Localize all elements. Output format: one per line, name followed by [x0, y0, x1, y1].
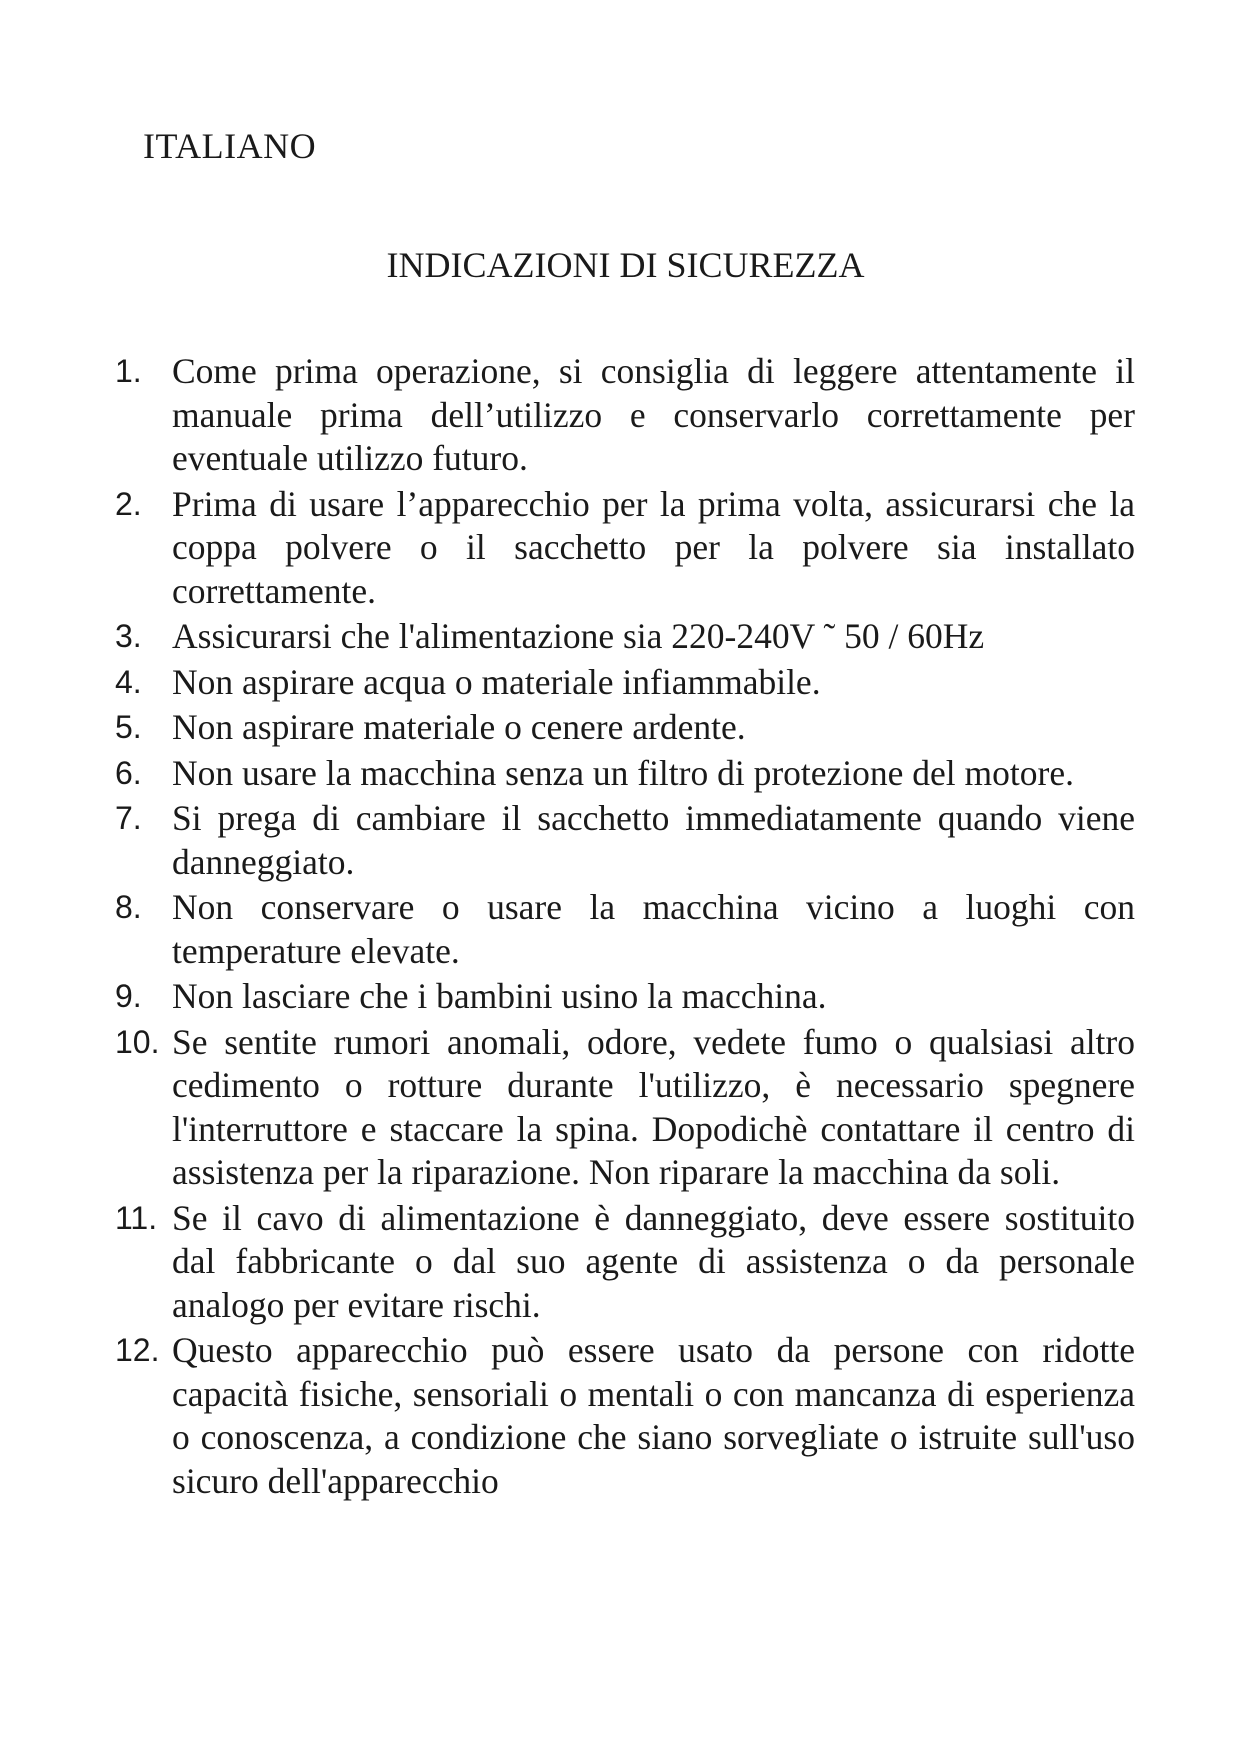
- item-text: Prima di usare l’apparecchio per la prima volta, assicurarsi che la coppa polvere o il sacchetto per la polvere sia installato correttamente.: [172, 483, 1135, 611]
- list-item: [115, 483, 1135, 614]
- item-text: Non aspirare acqua o materiale infiammabile.: [172, 661, 821, 702]
- list-item: [115, 797, 1135, 884]
- item-number: 7.: [115, 800, 142, 836]
- item-text: Se sentite rumori anomali, odore, vedete fumo o qualsiasi altro cedimento o rotture durante l'utilizzo, è necessario spegnere l'interruttore e staccare la spina. Dopodichè contattare il centro di assistenza per la riparazione. Non riparare la macchina da soli.: [172, 1021, 1135, 1192]
- item-number: 12.: [115, 1332, 160, 1368]
- item-text: Non usare la macchina senza un filtro di protezione del motore.: [172, 752, 1074, 793]
- list-item: [115, 615, 1135, 659]
- item-text: Come prima operazione, si consiglia di leggere attentamente il manuale prima dell’utilizzo e conservarlo correttamente per eventuale utilizzo futuro.: [172, 351, 1135, 478]
- item-text: Non lasciare che i bambini usino la macchina.: [172, 976, 827, 1016]
- item-number: 2.: [115, 485, 142, 522]
- item-number: 9.: [115, 978, 142, 1014]
- item-text: Questo apparecchio può essere usato da persone con ridotte capacità fisiche, sensoriali o mentali o con mancanza di esperienza o conoscenza, a condizione che siano sorvegliate o istruite sull'uso sicuro dell'apparecchio: [172, 1330, 1135, 1501]
- item-text: Non conservare o usare la macchina vicino a luoghi con temperature elevate.: [172, 887, 1135, 971]
- item-text: Si prega di cambiare il sacchetto immediatamente quando viene danneggiato.: [172, 798, 1135, 882]
- list-item: [115, 350, 1135, 481]
- item-number: 8.: [115, 889, 142, 925]
- list-item: [115, 752, 1135, 796]
- list-item: [115, 886, 1135, 973]
- item-text: Assicurarsi che l'alimentazione sia 220-240V ˜ 50 / 60Hz: [172, 616, 985, 656]
- item-number: 6.: [115, 754, 142, 791]
- item-text: Se il cavo di alimentazione è danneggiato, deve essere sostituito dal fabbricante o dal suo agente di assistenza o da personale analogo per evitare rischi.: [172, 1197, 1135, 1325]
- item-number: 4.: [115, 663, 142, 700]
- list-item: [115, 661, 1135, 705]
- item-number: 10.: [115, 1023, 160, 1060]
- safety-instructions-list: [115, 350, 1135, 1505]
- page-title: INDICAZIONI DI SICUREZZA: [386, 245, 865, 285]
- list-item: [115, 706, 1135, 750]
- item-number: 1.: [115, 353, 142, 389]
- list-item: [115, 1197, 1135, 1328]
- list-item: [115, 1329, 1135, 1503]
- item-number: 5.: [115, 709, 142, 745]
- item-number: 3.: [115, 618, 142, 654]
- item-text: Non aspirare materiale o cenere ardente.: [172, 707, 746, 747]
- list-item: [115, 1021, 1135, 1195]
- language-heading: ITALIANO: [143, 126, 317, 166]
- item-number: 11.: [115, 1199, 158, 1236]
- list-item: [115, 975, 1135, 1019]
